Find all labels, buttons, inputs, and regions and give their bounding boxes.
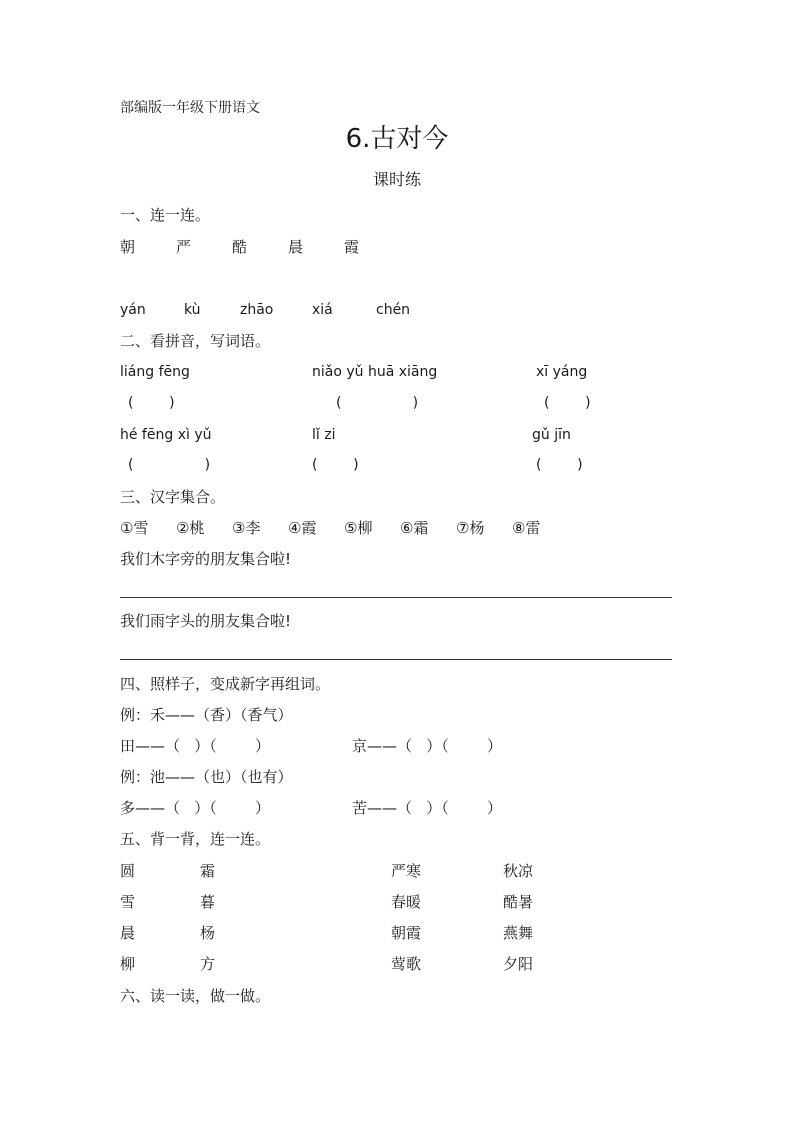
section6-heading: 六、读一读，做一做。 <box>120 987 271 1005</box>
s2-pinyin: gǔ jīn <box>532 427 571 443</box>
page-subtitle: 课时练 <box>372 170 421 189</box>
exercise-row[interactable]: 田——（ ）（ ） <box>120 737 270 755</box>
s5-char: 圆 <box>120 862 136 880</box>
rain-radical-prompt: 我们雨字头的朋友集合啦! <box>120 612 292 630</box>
exercise-row[interactable]: 苦——（ ）（ ） <box>352 799 502 817</box>
s5-char: 雪 <box>120 893 136 911</box>
answer-blank[interactable]: ( ) <box>312 457 359 473</box>
s3-item: ⑥霜 <box>400 519 429 537</box>
s5-char: 方 <box>200 955 216 973</box>
answer-blank[interactable]: ( ) <box>128 395 175 411</box>
textbook-label: 部编版一年级下册语文 <box>120 100 260 116</box>
s5-word: 严寒 <box>391 862 422 880</box>
page-title: 6.古对今 <box>345 124 449 154</box>
s1-pinyin: xiá <box>312 302 333 318</box>
section1-heading: 一、连一连。 <box>120 206 211 224</box>
s5-word: 朝霞 <box>391 924 422 942</box>
s5-char: 柳 <box>120 955 136 973</box>
s2-pinyin: hé fēng xì yǔ <box>120 427 212 443</box>
s3-item: ⑤柳 <box>344 519 373 537</box>
example-1: 例：禾——（香）（香气） <box>120 706 293 724</box>
s1-char: 霞 <box>344 238 360 256</box>
answer-blank[interactable]: ( ) <box>544 395 591 411</box>
s1-pinyin: kù <box>184 302 201 318</box>
s3-item: ①雪 <box>120 519 149 537</box>
s1-char: 酷 <box>232 238 248 256</box>
s3-item: ⑧雷 <box>512 519 541 537</box>
s2-pinyin: niǎo yǔ huā xiāng <box>312 364 438 380</box>
section2-heading: 二、看拼音，写词语。 <box>120 332 271 350</box>
section5-heading: 五、背一背，连一连。 <box>120 830 271 848</box>
s5-word: 酷暑 <box>503 893 534 911</box>
exercise-row[interactable]: 京——（ ）（ ） <box>352 737 502 755</box>
s2-pinyin: liáng fēng <box>120 364 190 380</box>
s1-pinyin: yán <box>120 302 146 318</box>
s5-char: 霜 <box>200 862 216 880</box>
answer-blank[interactable]: ( ) <box>128 457 211 473</box>
s5-word: 燕舞 <box>503 924 534 942</box>
answer-line-wood[interactable] <box>120 597 672 598</box>
s3-item: ④霞 <box>288 519 317 537</box>
example-2: 例：池——（也）（也有） <box>120 768 293 786</box>
s5-word: 夕阳 <box>503 955 534 973</box>
section4-heading: 四、照样子，变成新字再组词。 <box>120 675 331 693</box>
s2-pinyin: xī yáng <box>536 364 588 380</box>
s3-item: ②桃 <box>176 519 205 537</box>
s5-word: 秋凉 <box>503 862 534 880</box>
exercise-row[interactable]: 多——（ ）（ ） <box>120 799 270 817</box>
answer-blank[interactable]: ( ) <box>336 395 419 411</box>
s5-char: 晨 <box>120 924 136 942</box>
s1-char: 晨 <box>288 238 304 256</box>
s5-char: 杨 <box>200 924 216 942</box>
s1-char: 严 <box>176 238 192 256</box>
s1-pinyin: chén <box>376 302 411 318</box>
s5-word: 春暖 <box>391 893 422 911</box>
s1-pinyin: zhāo <box>240 302 274 318</box>
s3-item: ⑦杨 <box>456 519 485 537</box>
s3-item: ③李 <box>232 519 261 537</box>
s5-char: 暮 <box>200 893 216 911</box>
answer-blank[interactable]: ( ) <box>536 457 583 473</box>
s2-pinyin: lǐ zi <box>312 427 336 443</box>
s1-char: 朝 <box>120 238 136 256</box>
section3-heading: 三、汉字集合。 <box>120 488 226 506</box>
wood-radical-prompt: 我们木字旁的朋友集合啦! <box>120 550 292 568</box>
answer-line-rain[interactable] <box>120 659 672 660</box>
s5-word: 莺歌 <box>391 955 422 973</box>
